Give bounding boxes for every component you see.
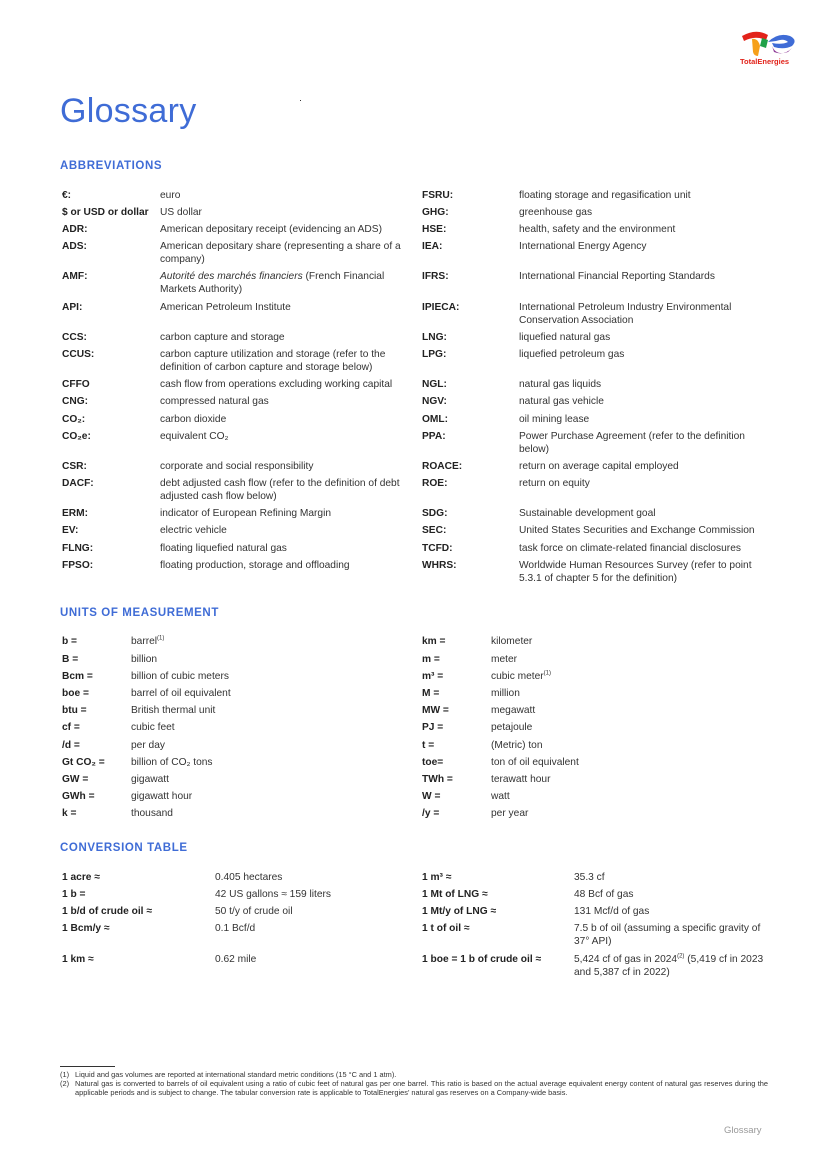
abbreviation-item-term: HSE: (422, 224, 447, 235)
abbreviation-item-term: EV: (62, 525, 79, 536)
abbreviation-item-term: SDG: (422, 508, 448, 519)
stray-dot (300, 100, 301, 101)
abbreviation-item-definition: indicator of European Refining Margin (160, 508, 332, 519)
unit-item-definition: petajoule (491, 722, 533, 733)
unit-item-definition: watt (491, 791, 510, 802)
units-heading: UNITS OF MEASUREMENT (60, 607, 219, 619)
conversion-item-term: 1 Mt of LNG ≈ (422, 889, 488, 900)
conversion-item-term: 1 Bcm/y ≈ (62, 923, 110, 934)
logo-wordmark: TotalEnergies (740, 57, 790, 66)
abbreviation-item-definition: Sustainable development goal (519, 508, 656, 519)
abbreviation-item-definition: American Petroleum Institute (160, 302, 291, 313)
unit-item-term: km = (422, 636, 446, 647)
abbreviation-item-term: CSR: (62, 461, 87, 472)
abbreviation-item-term: CFFO (62, 379, 90, 390)
abbreviation-item-definition: return on average capital employed (519, 461, 679, 472)
abbreviation-item-definition: floating storage and regasification unit (519, 190, 691, 201)
abbreviation-item-term: ROE: (422, 478, 448, 489)
unit-item-definition: meter (491, 654, 518, 665)
abbreviation-item-term: CO₂e: (62, 431, 91, 442)
abbreviation-item-definition: health, safety and the environment (519, 224, 676, 235)
abbreviation-item-term: FPSO: (62, 560, 94, 571)
abbreviation-item-term: ADR: (62, 224, 88, 235)
abbreviation-item-term: IFRS: (422, 271, 449, 282)
unit-item-term: W = (422, 791, 441, 802)
unit-item-definition: barrel of oil equivalent (131, 688, 231, 699)
abbreviation-item-definition: natural gas liquids (519, 379, 602, 390)
conversion-item-definition: 0.1 Bcf/d (215, 923, 256, 934)
unit-item-definition: gigawatt (131, 774, 169, 785)
abbreviation-item-definition: oil mining lease (519, 414, 590, 425)
conversion-heading: CONVERSION TABLE (60, 842, 188, 854)
unit-item-definition: terawatt hour (491, 774, 551, 785)
abbreviation-item-term: AMF: (62, 271, 88, 282)
abbreviation-item-term: NGV: (422, 396, 447, 407)
abbreviation-item-term: FLNG: (62, 543, 94, 554)
unit-item-definition: barrel$^{(1)}$ (131, 635, 165, 647)
conversion-item-term: 1 m³ ≈ (422, 872, 452, 883)
unit-item-term: /y = (422, 808, 440, 819)
abbreviation-item-definition: US dollar (160, 207, 202, 218)
abbreviation-item-term: WHRS: (422, 560, 457, 571)
abbreviations-heading: ABBREVIATIONS (60, 160, 163, 172)
conversion-item-definition: 131 Mcf/d of gas (574, 906, 650, 917)
unit-item-definition: gigawatt hour (131, 791, 193, 802)
unit-item-definition: British thermal unit (131, 705, 216, 716)
unit-item-term: t = (422, 740, 435, 751)
abbreviation-item-term: FSRU: (422, 190, 454, 201)
conversion-item-definition: 0.405 hectares (215, 872, 283, 883)
conversion-item-term: 1 b = (62, 889, 86, 900)
unit-item-term: Gt CO₂ = (62, 757, 105, 768)
abbreviation-item-term: LNG: (422, 332, 447, 343)
abbreviation-item-term: TCFD: (422, 543, 453, 554)
abbreviation-item-definition: equivalent CO₂ (160, 431, 229, 442)
abbreviation-item-term: ERM: (62, 508, 89, 519)
abbreviation-item-definition: carbon capture utilization and storage (refer to the definition of carbon capture and storage below) (160, 349, 386, 373)
conversion-item-term: 1 km ≈ (62, 954, 94, 965)
abbreviation-item-term: DACF: (62, 478, 94, 489)
unit-item-definition: per day (131, 740, 165, 751)
unit-item-definition: billion (131, 654, 158, 665)
unit-item-definition: billion of CO₂ tons (131, 757, 213, 768)
abbreviation-item-definition: carbon capture and storage (160, 332, 285, 343)
unit-item-term: PJ = (422, 722, 444, 733)
abbreviation-item-term: CO₂: (62, 414, 86, 425)
abbreviation-item-definition: Power Purchase Agreement (refer to the definition below) (519, 431, 745, 455)
conversion-item-definition: 0.62 mile (215, 954, 257, 965)
unit-item-definition: megawatt (491, 705, 536, 716)
unit-item-definition: million (491, 688, 520, 699)
abbreviation-item-definition: return on equity (519, 478, 590, 489)
abbreviation-item-term: SEC: (422, 525, 447, 536)
abbreviation-item-term: ADS: (62, 241, 87, 252)
unit-item-term: toe= (422, 757, 444, 768)
conversion-item-definition: 35.3 cf (574, 872, 605, 883)
abbreviation-item-term: CCUS: (62, 349, 95, 360)
conversion-item-definition: 50 t/y of crude oil (215, 906, 293, 917)
abbreviation-item-definition: greenhouse gas (519, 207, 593, 218)
conversion-item-definition: 7.5 b of oil (assuming a specific gravity of 37° API) (574, 923, 761, 947)
abbreviation-item-definition: cash flow from operations excluding working capital (160, 379, 393, 390)
footer-label: Glossary (724, 1125, 762, 1136)
abbreviation-item-definition: International Petroleum Industry Environmental Conservation Association (519, 302, 732, 326)
unit-item-term: m³ = (422, 671, 444, 682)
footnote-separator (60, 1066, 115, 1067)
abbreviation-item-definition: Autorité des marchés financiers (French Financial Markets Authority) (160, 271, 385, 295)
abbreviation-item-definition: task force on climate-related financial disclosures (519, 543, 741, 554)
unit-item-definition: cubic feet (131, 722, 175, 733)
unit-item-term: b = (62, 636, 78, 647)
unit-item-definition: thousand (131, 808, 173, 819)
abbreviation-item-definition: electric vehicle (160, 525, 227, 536)
abbreviation-item-definition: floating liquefied natural gas (160, 543, 287, 554)
abbreviation-item-term: API: (62, 302, 83, 313)
unit-item-term: cf = (62, 722, 80, 733)
unit-item-definition: per year (491, 808, 529, 819)
conversion-item-term: 1 acre ≈ (62, 872, 100, 883)
unit-item-term: btu = (62, 705, 87, 716)
unit-item-definition: billion of cubic meters (131, 671, 229, 682)
abbreviation-item-term: CCS: (62, 332, 87, 343)
unit-item-term: /d = (62, 740, 80, 751)
unit-item-term: boe = (62, 688, 89, 699)
abbreviation-item-term: CNG: (62, 396, 89, 407)
unit-item-definition: ton of oil equivalent (491, 757, 579, 768)
abbreviation-item-term: PPA: (422, 431, 446, 442)
abbreviation-item-term: NGL: (422, 379, 447, 390)
abbreviation-item-term: GHG: (422, 207, 449, 218)
abbreviation-item-definition: liquefied petroleum gas (519, 349, 625, 360)
abbreviation-item-definition: corporate and social responsibility (160, 461, 314, 472)
unit-item-term: B = (62, 654, 79, 665)
unit-item-definition: (Metric) ton (491, 740, 543, 751)
conversion-item-term: 1 Mt/y of LNG ≈ (422, 906, 497, 917)
unit-item-definition: cubic meter$^{(1)}$ (491, 670, 551, 682)
abbreviation-item-definition: euro (160, 190, 181, 201)
unit-item-term: m = (422, 654, 440, 665)
unit-item-term: GW = (62, 774, 89, 785)
abbreviation-item-definition: American depositary share (representing a share of a company) (160, 241, 401, 265)
abbreviation-item-definition: floating production, storage and offloading (160, 560, 350, 571)
unit-item-term: MW = (422, 705, 449, 716)
abbreviation-item-definition: International Energy Agency (519, 241, 647, 252)
abbreviation-item-term: $ or USD or dollar (62, 207, 149, 218)
unit-item-definition: kilometer (491, 636, 533, 647)
abbreviation-item-definition: International Financial Reporting Standards (519, 271, 715, 282)
conversion-item-term: 1 boe = 1 b of crude oil ≈ (422, 954, 542, 965)
abbreviation-item-term: LPG: (422, 349, 447, 360)
abbreviation-item-definition: liquefied natural gas (519, 332, 611, 343)
conversion-item-term: 1 b/d of crude oil ≈ (62, 906, 152, 917)
unit-item-term: k = (62, 808, 77, 819)
page-title: Glossary (60, 92, 197, 130)
unit-item-term: GWh = (62, 791, 95, 802)
abbreviation-item-term: €: (62, 190, 72, 201)
abbreviation-item-definition: natural gas vehicle (519, 396, 604, 407)
conversion-item-definition: 5,424 cf of gas in 2024$^{(2)}$ (5,419 cf in 2023 and 5,387 cf in 2022) (574, 953, 764, 978)
abbreviation-item-definition: carbon dioxide (160, 414, 227, 425)
unit-item-term: M = (422, 688, 440, 699)
abbreviation-item-term: IPIECA: (422, 302, 460, 313)
abbreviation-item-definition: debt adjusted cash flow (refer to the definition of debt adjusted cash flow below) (160, 478, 400, 502)
abbreviation-item-term: OML: (422, 414, 449, 425)
conversion-item-definition: 42 US gallons ≈ 159 liters (215, 889, 332, 900)
abbreviation-item-definition: compressed natural gas (160, 396, 269, 407)
unit-item-term: Bcm = (62, 671, 93, 682)
unit-item-term: TWh = (422, 774, 453, 785)
abbreviation-item-definition: American depositary receipt (evidencing an ADS) (160, 224, 382, 235)
conversion-item-term: 1 t of oil ≈ (422, 923, 470, 934)
abbreviation-item-definition: Worldwide Human Resources Survey (refer to point 5.3.1 of chapter 5 for the definition) (519, 560, 752, 584)
conversion-item-definition: 48 Bcf of gas (574, 889, 634, 900)
abbreviation-item-term: ROACE: (422, 461, 463, 472)
abbreviation-item-term: IEA: (422, 241, 443, 252)
abbreviation-item-definition: United States Securities and Exchange Commission (519, 525, 755, 536)
